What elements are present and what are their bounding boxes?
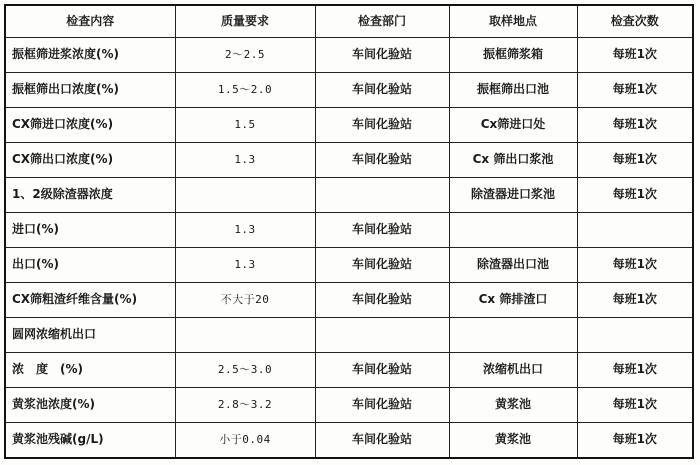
cell-sampling-location: Cx 筛排渣口 [449, 283, 577, 318]
cell-inspection-frequency: 每班1次 [577, 283, 693, 318]
cell-inspection-department: 车间化验站 [315, 283, 449, 318]
table-body [5, 38, 693, 459]
cell-quality-requirement: 小于0.04 [175, 423, 315, 459]
cell-inspection-frequency: 每班1次 [577, 108, 693, 143]
cell-inspection-item: 振框筛进浆浓度(%) [5, 38, 175, 73]
cell-quality-requirement: 2～2.5 [175, 38, 315, 73]
cell-sampling-location: 振框筛出口池 [449, 73, 577, 108]
table-row [5, 248, 693, 283]
cell-inspection-department: 车间化验站 [315, 213, 449, 248]
cell-inspection-frequency: 每班1次 [577, 423, 693, 459]
cell-inspection-department: 车间化验站 [315, 423, 449, 459]
header-inspection-item: 检查内容 [5, 5, 175, 38]
header-sampling-location: 取样地点 [449, 5, 577, 38]
header-row [5, 5, 693, 38]
cell-sampling-location: Cx筛进口处 [449, 108, 577, 143]
cell-quality-requirement: 不大于20 [175, 283, 315, 318]
table-row [5, 143, 693, 178]
cell-inspection-department: 车间化验站 [315, 388, 449, 423]
cell-inspection-frequency: 每班1次 [577, 353, 693, 388]
cell-inspection-department: 车间化验站 [315, 248, 449, 283]
table-row [5, 283, 693, 318]
cell-inspection-frequency: 每班1次 [577, 178, 693, 213]
cell-quality-requirement [175, 318, 315, 353]
cell-inspection-frequency: 每班1次 [577, 248, 693, 283]
table-row [5, 178, 693, 213]
table-row [5, 388, 693, 423]
table-row [5, 38, 693, 73]
table-row [5, 318, 693, 353]
cell-inspection-item: CX筛进口浓度(%) [5, 108, 175, 143]
header-inspection-department: 检查部门 [315, 5, 449, 38]
table-row [5, 423, 693, 459]
quality-inspection-table [4, 4, 694, 459]
cell-quality-requirement: 1.5 [175, 108, 315, 143]
cell-sampling-location: 黄浆池 [449, 423, 577, 459]
cell-quality-requirement: 1.3 [175, 248, 315, 283]
cell-quality-requirement [175, 178, 315, 213]
cell-inspection-frequency [577, 318, 693, 353]
cell-inspection-item: 1、2级除渣器浓度 [5, 178, 175, 213]
cell-sampling-location: 除渣器进口浆池 [449, 178, 577, 213]
cell-quality-requirement: 2.5～3.0 [175, 353, 315, 388]
cell-inspection-department: 车间化验站 [315, 38, 449, 73]
cell-inspection-frequency: 每班1次 [577, 388, 693, 423]
table-row [5, 213, 693, 248]
cell-sampling-location: 振框筛浆箱 [449, 38, 577, 73]
cell-inspection-department [315, 178, 449, 213]
cell-sampling-location: 除渣器出口池 [449, 248, 577, 283]
cell-inspection-item: 黄浆池残碱(g/L) [5, 423, 175, 459]
header-inspection-frequency: 检查次数 [577, 5, 693, 38]
cell-quality-requirement: 1.5～2.0 [175, 73, 315, 108]
cell-sampling-location [449, 318, 577, 353]
cell-sampling-location: Cx 筛出口浆池 [449, 143, 577, 178]
table-row [5, 353, 693, 388]
cell-inspection-item: 振框筛出口浓度(%) [5, 73, 175, 108]
cell-sampling-location: 浓缩机出口 [449, 353, 577, 388]
cell-sampling-location: 黄浆池 [449, 388, 577, 423]
cell-inspection-frequency: 每班1次 [577, 143, 693, 178]
cell-inspection-department: 车间化验站 [315, 108, 449, 143]
cell-inspection-item: 浓 度 (%) [5, 353, 175, 388]
header-quality-requirement: 质量要求 [175, 5, 315, 38]
cell-quality-requirement: 1.3 [175, 213, 315, 248]
cell-inspection-item: CX筛粗渣纤维含量(%) [5, 283, 175, 318]
cell-quality-requirement: 1.3 [175, 143, 315, 178]
cell-inspection-frequency: 每班1次 [577, 73, 693, 108]
table-row [5, 73, 693, 108]
cell-inspection-item: 进口(%) [5, 213, 175, 248]
cell-sampling-location [449, 213, 577, 248]
cell-inspection-item: 黄浆池浓度(%) [5, 388, 175, 423]
table-header [5, 5, 693, 38]
cell-inspection-frequency [577, 213, 693, 248]
cell-inspection-department [315, 318, 449, 353]
cell-quality-requirement: 2.8～3.2 [175, 388, 315, 423]
cell-inspection-department: 车间化验站 [315, 353, 449, 388]
cell-inspection-item: 出口(%) [5, 248, 175, 283]
cell-inspection-item: CX筛出口浓度(%) [5, 143, 175, 178]
cell-inspection-department: 车间化验站 [315, 73, 449, 108]
cell-inspection-item: 圆网浓缩机出口 [5, 318, 175, 353]
cell-inspection-department: 车间化验站 [315, 143, 449, 178]
cell-inspection-frequency: 每班1次 [577, 38, 693, 73]
table-row [5, 108, 693, 143]
